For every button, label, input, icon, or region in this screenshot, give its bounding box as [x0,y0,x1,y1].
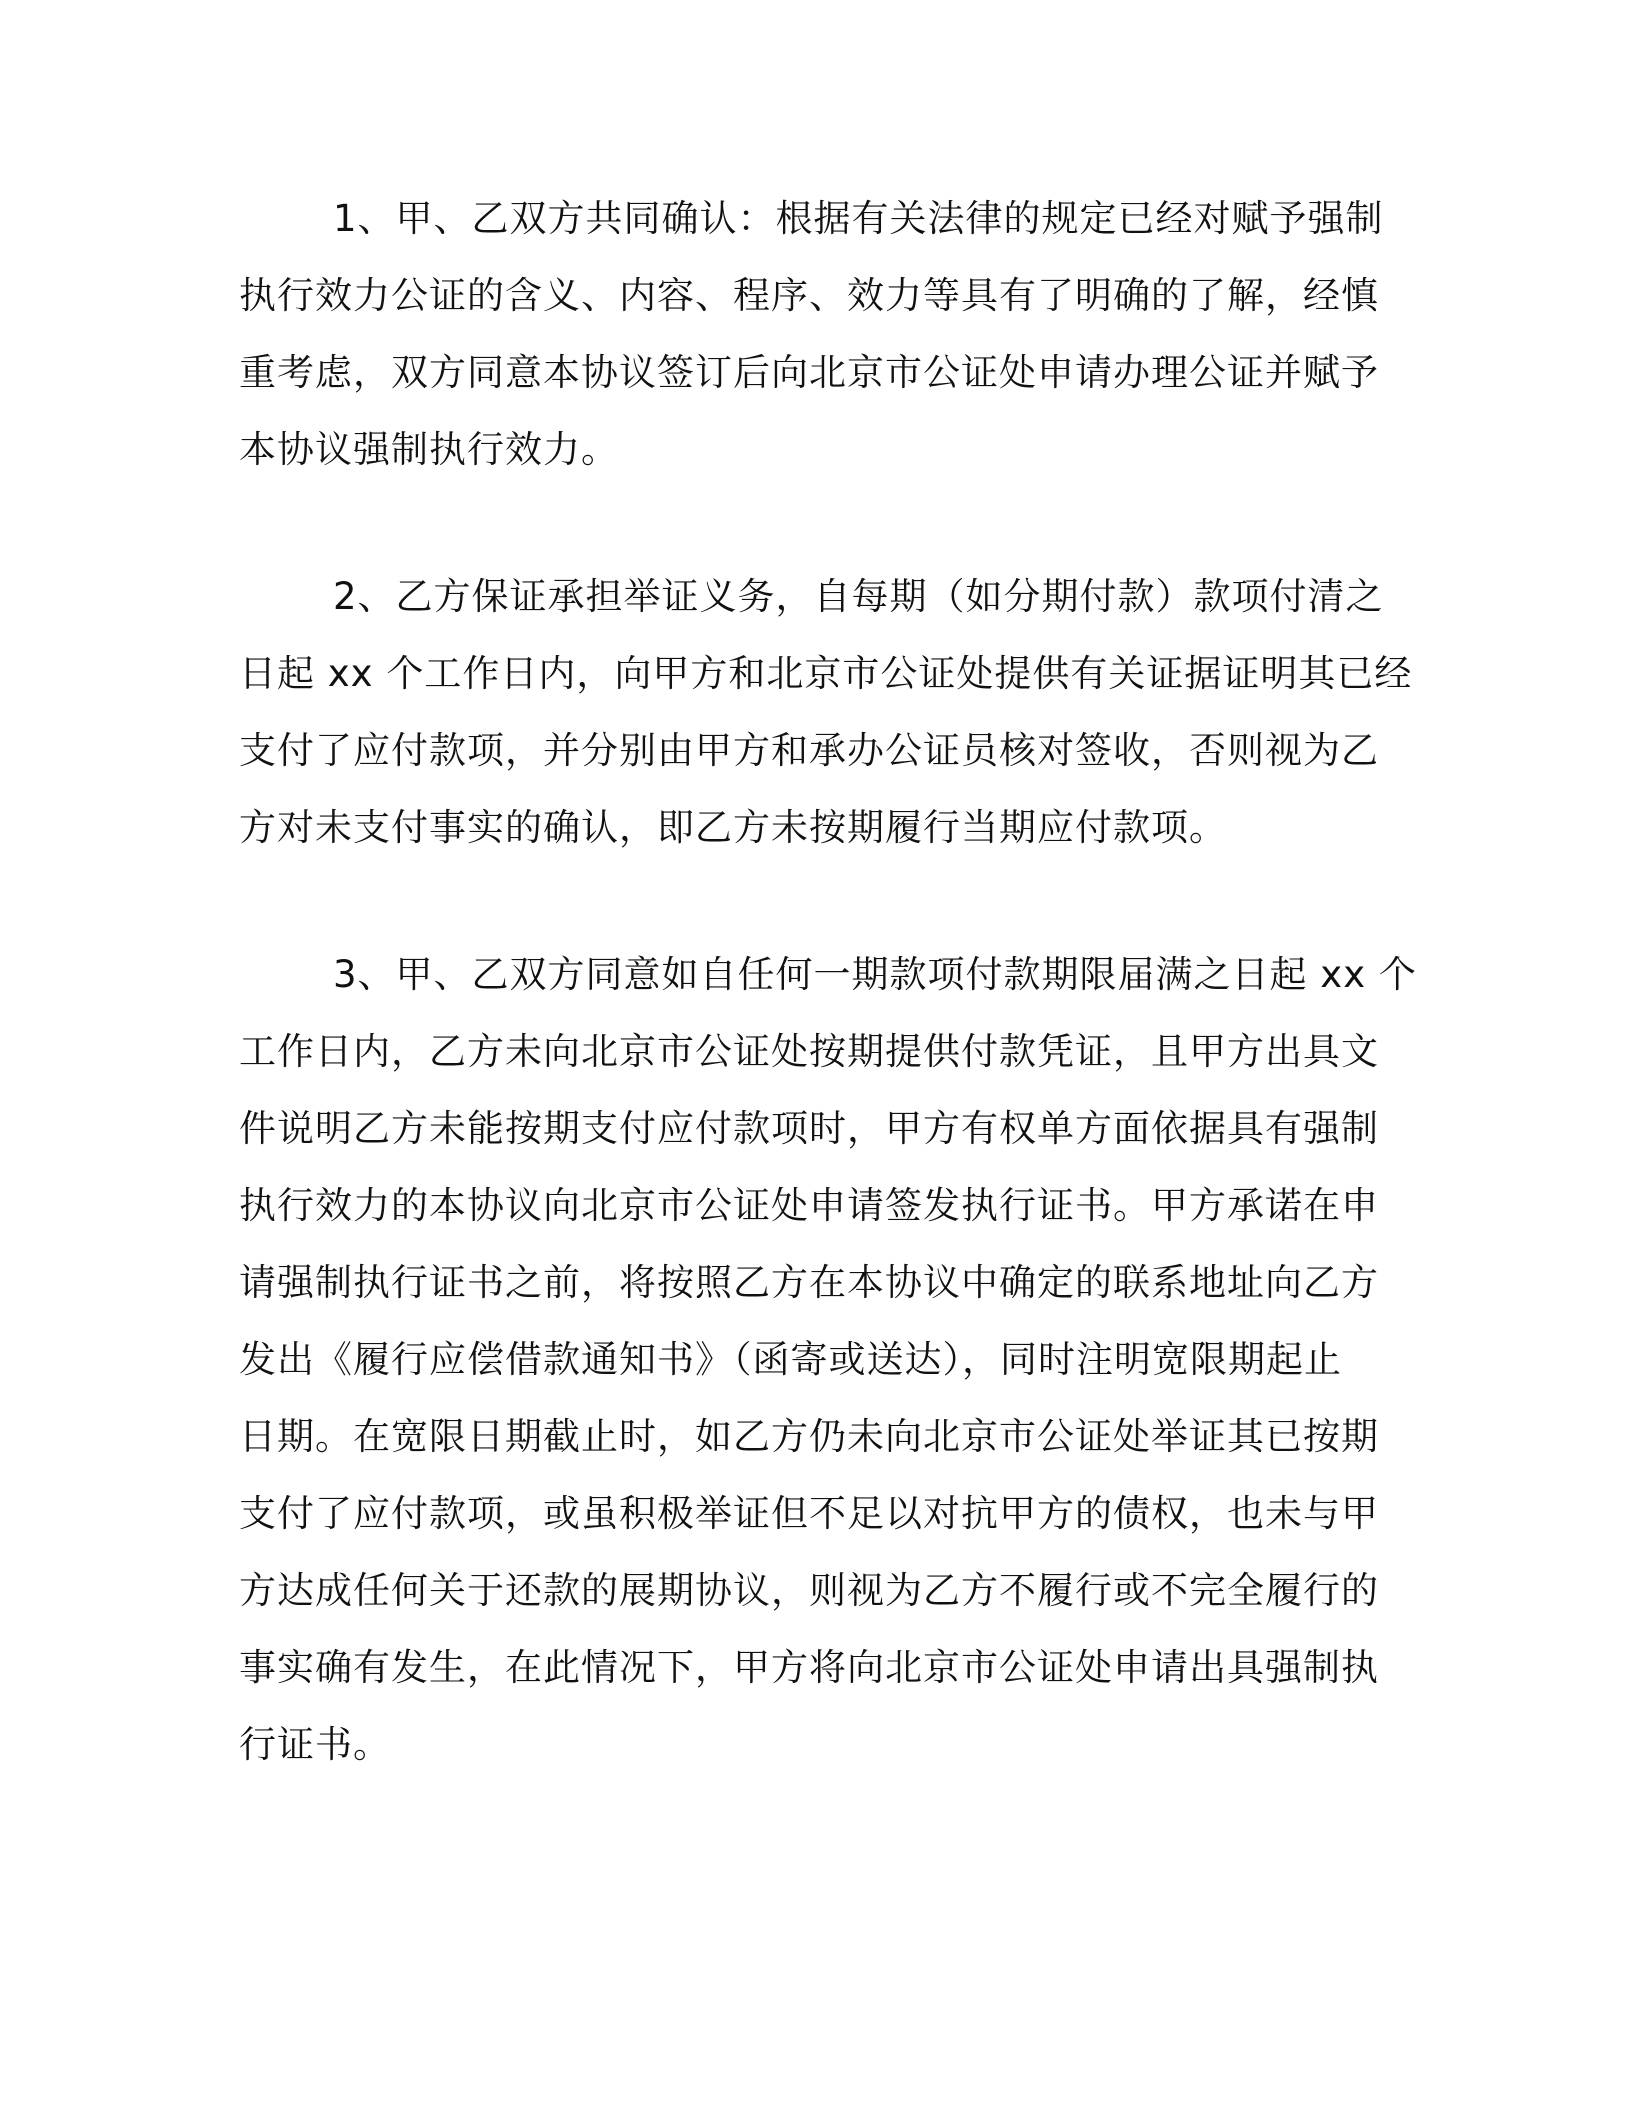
paragraph-line: 工作日内，乙方未向北京市公证处按期提供付款凭证，且甲方出具文 [239,1030,1379,1073]
paragraph-2 [239,558,1413,866]
paragraph-line: 事实确有发生，在此情况下，甲方将向北京市公证处申请出具强制执 [239,1646,1379,1689]
paragraph-line: 支付了应付款项，并分别由甲方和承办公证员核对签收，否则视为乙 [239,729,1379,772]
paragraph-line: 方对未支付事实的确认，即乙方未按期履行当期应付款项。 [239,806,1227,849]
paragraph-line: 支付了应付款项，或虽积极举证但不足以对抗甲方的债权，也未与甲 [239,1492,1379,1535]
paragraph-line: 日期。在宽限日期截止时，如乙方仍未向北京市公证处举证其已按期 [239,1415,1379,1458]
paragraph-line: 执行效力的本协议向北京市公证处申请签发执行证书。甲方承诺在申 [239,1184,1379,1227]
paragraph-3 [239,936,1417,1783]
paragraph-line: 执行效力公证的含义、内容、程序、效力等具有了明确的了解，经慎 [239,274,1379,317]
document-body [239,180,1417,1853]
paragraph-line: 发出《履行应偿借款通知书》（函寄或送达），同时注明宽限期起止 [239,1338,1342,1381]
paragraph-line: 1、甲、乙双方共同确认：根据有关法律的规定已经对赋予强制 [333,197,1384,240]
paragraph-line: 2、乙方保证承担举证义务，自每期（如分期付款）款项付清之 [333,575,1384,618]
paragraph-line: 请强制执行证书之前，将按照乙方在本协议中确定的联系地址向乙方 [239,1261,1379,1304]
paragraph-line: 重考虑，双方同意本协议签订后向北京市公证处申请办理公证并赋予 [239,351,1379,394]
paragraph-line: 行证书。 [239,1723,391,1766]
paragraph-line: 日起 xx 个工作日内，向甲方和北京市公证处提供有关证据证明其已经 [239,652,1413,695]
paragraph-1 [239,180,1389,488]
paragraph-line: 方达成任何关于还款的展期协议，则视为乙方不履行或不完全履行的 [239,1569,1379,1612]
paragraph-line: 本协议强制执行效力。 [239,428,619,471]
paragraph-line: 3、甲、乙双方同意如自任何一期款项付款期限届满之日起 xx 个 [333,953,1417,996]
paragraph-line: 件说明乙方未能按期支付应付款项时，甲方有权单方面依据具有强制 [239,1107,1379,1150]
